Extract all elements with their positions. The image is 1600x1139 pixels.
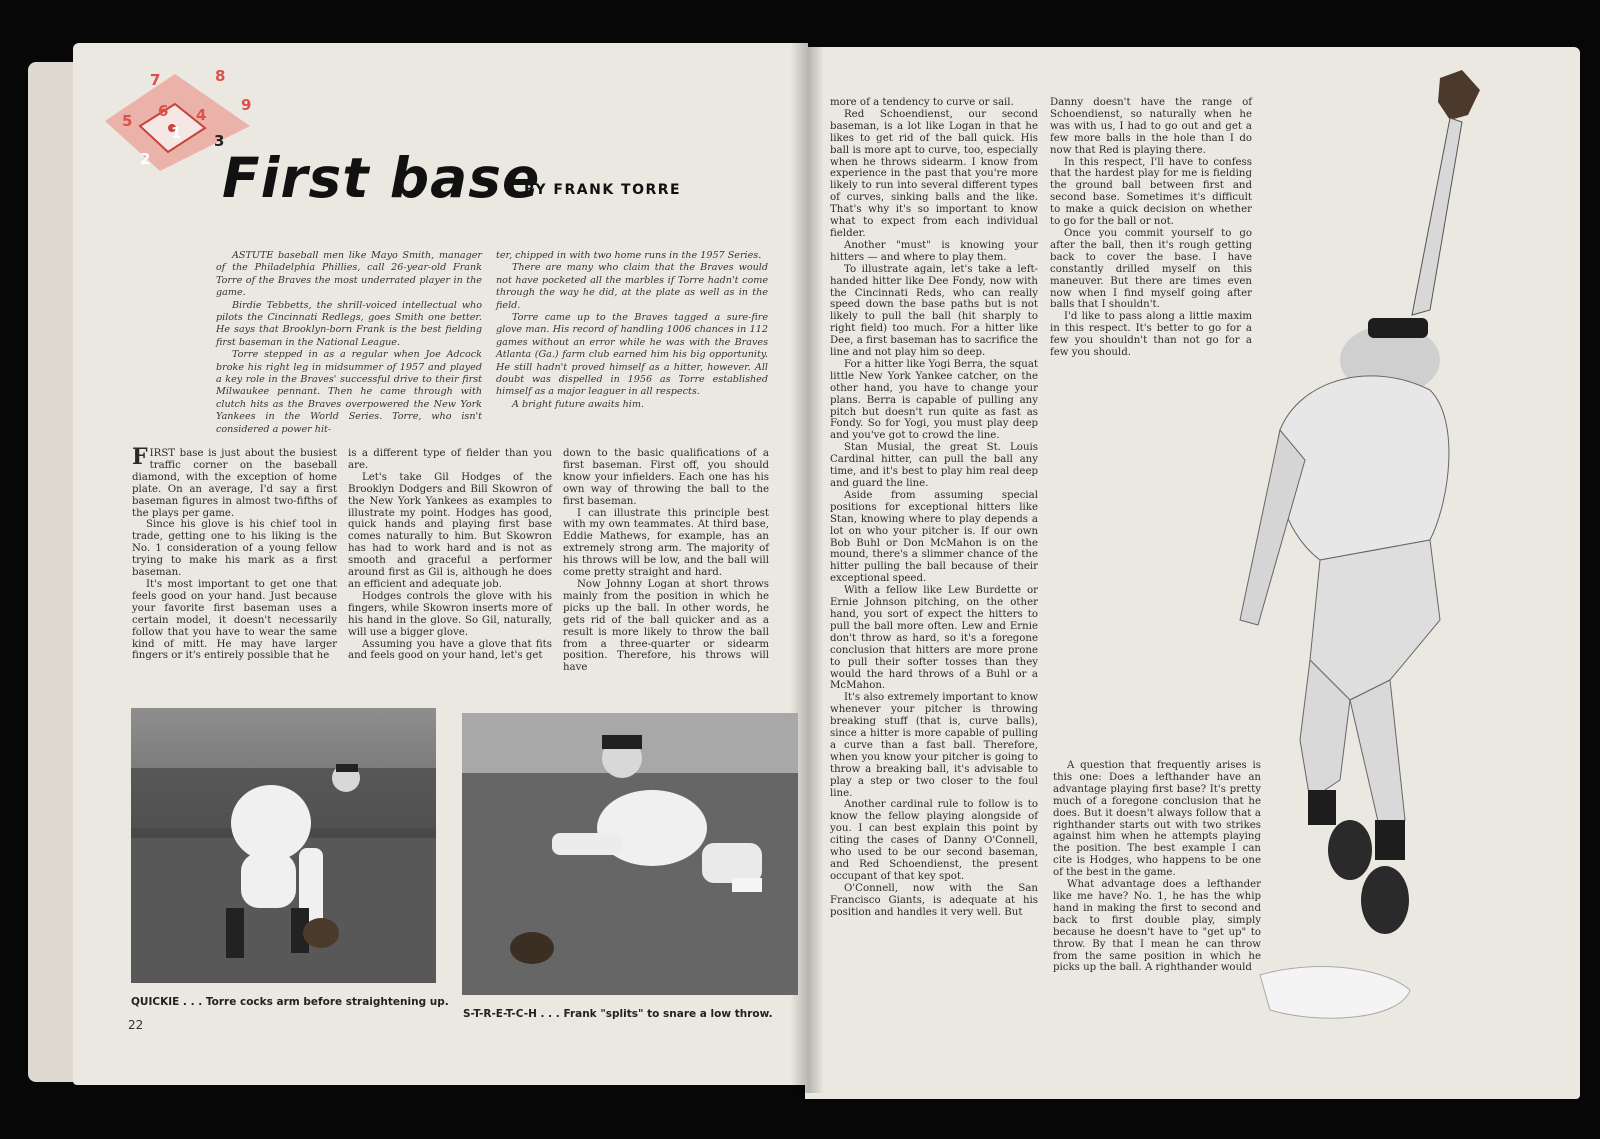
intro-column-1 (216, 250, 482, 436)
body-paragraph: FIRST base is just about the busiest traffic corner on the baseball diamond, with the exception of home plate. On an average, I'd say a first baseman figures in almost two-fifths of the plays per game. (132, 444, 337, 519)
body-paragraph: Once you commit yourself to go after the ball, then it's rough getting back to cover the base. I have constantly drilled myself on this maneuver. But there are times even now when I find myself going after balls that I shouldn't. (1050, 227, 1252, 311)
intro-paragraph: There are many who claim that the Braves would not have pocketed all the marbles if Torre hadn't come through the way he did, at the plate as well as in the field. (496, 262, 768, 311)
body-paragraph: O'Connell, now with the San Francisco Giants, is adequate at his position and handles it very well. But (830, 882, 1038, 918)
diagram-num-2: 2 (140, 150, 151, 168)
article-byline: BY FRANK TORRE (524, 182, 682, 198)
body-paragraph: Assuming you have a glove that fits and feels good on your hand, let's get (348, 638, 552, 662)
body-paragraph: Another "must" is knowing your hitters — and where to play them. (830, 239, 1038, 263)
body-paragraph: It's most important to get one that feels good on your hand. Just because your favorite first baseman uses a certain model, it doesn't necessarily follow that you have to wear the same kind of mitt. He may have larger fingers or it's entirely possible that he (132, 578, 337, 662)
body-paragraph: In this respect, I'll have to confess that the hardest play for me is fielding the ground ball between first and second base. Sometimes it's difficult to make a quick decision on whether to go for the ball or not. (1050, 156, 1252, 228)
photo-leaping-player (1200, 60, 1570, 1060)
photo-quickie (131, 708, 436, 983)
intro-paragraph: ASTUTE baseball men like Mayo Smith, manager of the Philadelphia Phillies, call 26-year-old Frank Torre of the Braves the most underrated player in the game. (216, 250, 482, 299)
diagram-num-1: 1 (171, 124, 182, 142)
body-paragraph: A question that frequently arises is this one: Does a lefthander have an advantage playing first base? It's pretty much of a foregone conclusion that he does. But it doesn't always follow that a righthander starts out with two strikes against him when he attempts playing the position. The best example I can cite is Hodges, who happens to be one of the best in the game. (1053, 760, 1261, 879)
diagram-num-8: 8 (215, 67, 226, 85)
diagram-num-5: 5 (122, 112, 133, 130)
intro-paragraph: A bright future awaits him. (512, 398, 645, 410)
diagram-num-4: 4 (196, 106, 207, 124)
body-paragraph: For a hitter like Yogi Berra, the squat little New York Yankee catcher, on the other hand, you have to change your plans. Berra is capable of pulling any pitch but doesn't run quite as fast as Fondy. So for Yogi, you must play deep and you've got to crowd the line. (830, 358, 1038, 442)
body-paragraph: is a different type of fielder than you are. (348, 448, 552, 471)
caption-stretch: S-T-R-E-T-C-H . . . Frank "splits" to snare a low throw. (463, 1008, 773, 1020)
body-column-3 (563, 448, 769, 674)
diagram-num-6: 6 (158, 102, 169, 120)
intro-paragraph: Torre came up to the Braves tagged a sure-fire glove man. His record of handling 1006 chances in 112 games without an error while he was with the Braves Atlanta (Ga.) farm club earned him his big opportunity. He still hadn't proved himself as a hitter, however. All doubt was dispelled in 1956 as Torre established himself as a major leaguer in all respects. (496, 312, 768, 398)
body-paragraph: Danny doesn't have the range of Schoendienst, so naturally when he was with us, I had to go out and get a few more balls in the hole than I do now that Red is playing there. (1050, 97, 1252, 156)
body-paragraph: Another cardinal rule to follow is to know the fellow playing alongside of you. I can best explain this point by citing the cases of Danny O'Connell, who used to be our second baseman, and Red Schoendienst, the present occupant of that key spot. (830, 799, 1038, 882)
intro-paragraph: Birdie Tebbetts, the shrill-voiced intellectual who pilots the Cincinnati Redlegs, goes Smith one better. He says that Brooklyn-born Frank is the best fielding first baseman in the National League. (216, 299, 482, 348)
article-title: First base (222, 146, 541, 210)
body-paragraph: Red Schoendienst, our second baseman, is a lot like Logan in that he likes to get rid of the ball quick. His ball is more apt to curve, too, especially when he throws sidearm. I know from experience in the past that you're more likely to run into several different types of curves, sinking balls and the like. That's why it's so important to know what to expect from each individual fielder. (830, 108, 1038, 239)
body-paragraph: It's also extremely important to know whenever your pitcher is throwing breaking stuff (that is, curve balls), since a hitter is more capable of pulling a curve than a fast ball. Therefore, when you know your pitcher is going to throw a breaking ball, it's advisable to play a step or two closer to the foul line. (830, 692, 1038, 799)
body-paragraph: more of a tendency to curve or sail. (830, 97, 1014, 108)
intro-paragraph: ter, chipped in with two home runs in the 1957 Series. (496, 250, 762, 261)
body-paragraph: Aside from assuming special positions for exceptional hitters like Stan, knowing where to play depends a lot on who your pitcher is. If our own Bob Buhl or Don McMahon is on the mound, there's a slimmer chance of the hitter pulling the ball because of their exceptional speed. (830, 489, 1038, 585)
body-column-2 (348, 448, 552, 662)
photo-stretch (462, 713, 798, 995)
intro-column-2 (496, 250, 768, 411)
body-paragraph: Now Johnny Logan at short throws mainly from the position in which he picks up the ball. In other words, he gets rid of the ball quicker and as a result is more likely to throw the ball from a three-quarter or sidearm position. Therefore, his throws will have (563, 578, 769, 674)
body-paragraph: Since his glove is his chief tool in trade, getting one to his liking is the No. 1 consideration of a young fellow trying to make his mark as a first baseman. (132, 519, 337, 579)
page-number: 22 (128, 1018, 144, 1032)
body-paragraph: With a fellow like Lew Burdette or Ernie Johnson pitching, on the other hand, you sort of expect the hitters to pull the ball more often. Lew and Ernie don't throw as hard, so it's a foregone conclusion that hitters are more prone to pull their softer tosses than they would the hard throws of a Buhl or a McMahon. (830, 585, 1038, 692)
body-paragraph: I'd like to pass along a little maxim in this respect. It's better to go for a few you shouldn't than not go for a few you should. (1050, 311, 1252, 359)
body-paragraph: What advantage does a lefthander like me have? No. 1, he has the whip hand in making the first to second and back to first double play, simply because he doesn't have to "get up" to throw. By that I mean he can throw from the same position in which he picks up the ball. A righthander would (1053, 879, 1261, 974)
body-paragraph: To illustrate again, let's take a left-handed hitter like Dee Fondy, now with the Cincinnati Reds, who can really speed down the base paths but is not likely to pull the ball (hit sharply to right field) too much. For a hitter like Dee, a first baseman has to sacrifice the line and not play him so deep. (830, 263, 1038, 359)
body-paragraph: I can illustrate this principle best with my own teammates. At third base, Eddie Mathews, for example, has an extremely strong arm. The majority of his throws will be low, and the ball will come pretty straight and hard. (563, 507, 769, 579)
body-paragraph: Let's take Gil Hodges of the Brooklyn Dodgers and Bill Skowron of the New York Yankees as examples to illustrate my point. Hodges has good, quick hands and playing first base comes naturally to him. But Skowron has had to work hard and is not as smooth and graceful a performer around first as Gil is, although he does an efficient and adequate job. (348, 471, 552, 590)
diagram-num-9: 9 (241, 96, 252, 114)
body-column-1 (132, 444, 337, 662)
intro-paragraph: Torre stepped in as a regular when Joe Adcock broke his right leg in midsummer of 1957 and played a key role in the Braves' successful drive to their first Milwaukee pennant. Then he came through with clutch hits as the Braves overpowered the New York Yankees in the World Series. Torre, who isn't considered a power hit- (216, 349, 482, 435)
right-column-1 (830, 97, 1038, 919)
body-paragraph: Hodges controls the glove with his fingers, while Skowron inserts more of his hand in the glove. So Gil, naturally, will use a bigger glove. (348, 590, 552, 638)
diagram-num-3: 3 (214, 132, 225, 150)
caption-quickie: QUICKIE . . . Torre cocks arm before straightening up. (131, 996, 449, 1008)
diagram-num-7: 7 (150, 71, 161, 89)
body-paragraph: Stan Musial, the great St. Louis Cardinal hitter, can pull the ball any time, and it's best to play him real deep and guard the line. (830, 442, 1038, 489)
body-paragraph: down to the basic qualifications of a first baseman. First off, you should know your infielders. Each one has his own way of throwing the ball to the first baseman. (563, 448, 769, 507)
